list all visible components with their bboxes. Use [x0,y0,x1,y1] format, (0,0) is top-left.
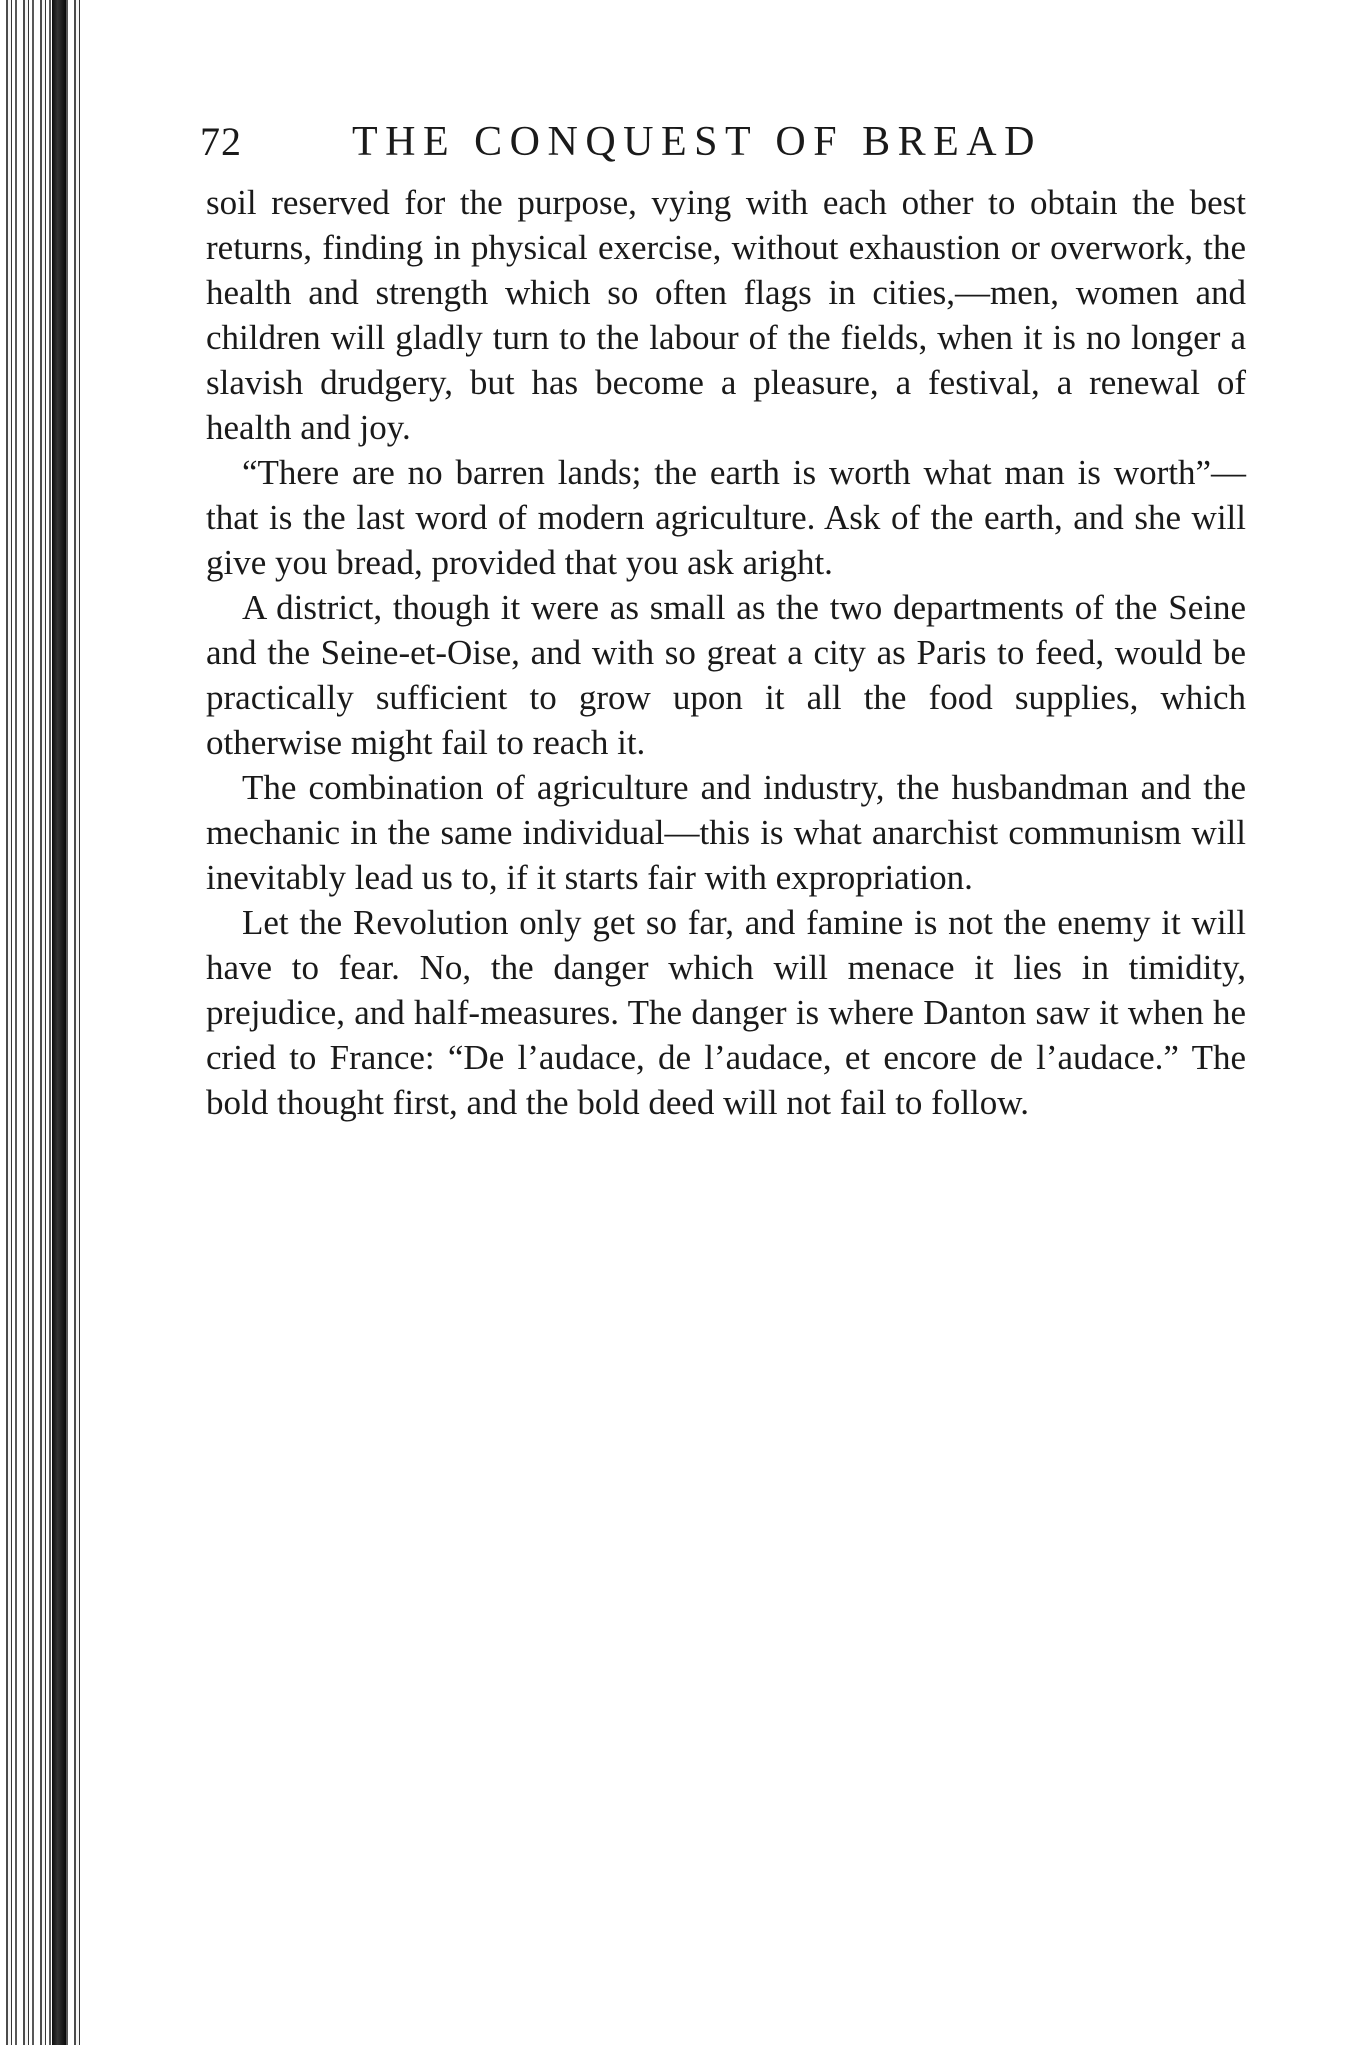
body-text [206,180,1246,1125]
paragraph: “There are no barren lands; the earth is worth what man is worth”—that is the last word of modern agriculture. Ask of the earth, and she will give you bread, provided that you ask aright. [206,453,1246,582]
binding-gutter [0,0,82,2045]
paragraph: Let the Revolution only get so far, and famine is not the enemy it will have to fear. No, the danger which will menace it lies in timidity, prejudice, and half-measures. The danger is where Danton saw it when he cried to France: “De l’audace, de l’audace, et encore de l’audace.” The bold thought first, and the bold deed will not fail to follow. [206,903,1246,1122]
paragraph: The combination of agriculture and industry, the husbandman and the mechanic in the same individual—this is what anarchist communism will inevitably lead us to, if it starts fair with expropriation. [206,768,1246,897]
running-title: THE CONQUEST OF BREAD [352,119,1042,165]
page-number: 72 [200,119,242,164]
page-header [200,112,1250,172]
paragraph: A district, though it were as small as the two departments of the Seine and the Seine-et-Oise, and with so great a city as Paris to feed, would be practically sufficient to grow upon it all the food supplies, which otherwise might fail to reach it. [206,588,1246,762]
binding-shadow [52,0,66,2045]
paragraph-continued: soil reserved for the purpose, vying with each other to obtain the best returns, finding in physical exercise, without exhaustion or overwork, the health and strength which so often flags in cities,—men, women and children will gladly turn to the labour of the fields, when it is no longer a slavish drudgery, but has become a pleasure, a festival, a renewal of health and joy. [206,183,1246,447]
